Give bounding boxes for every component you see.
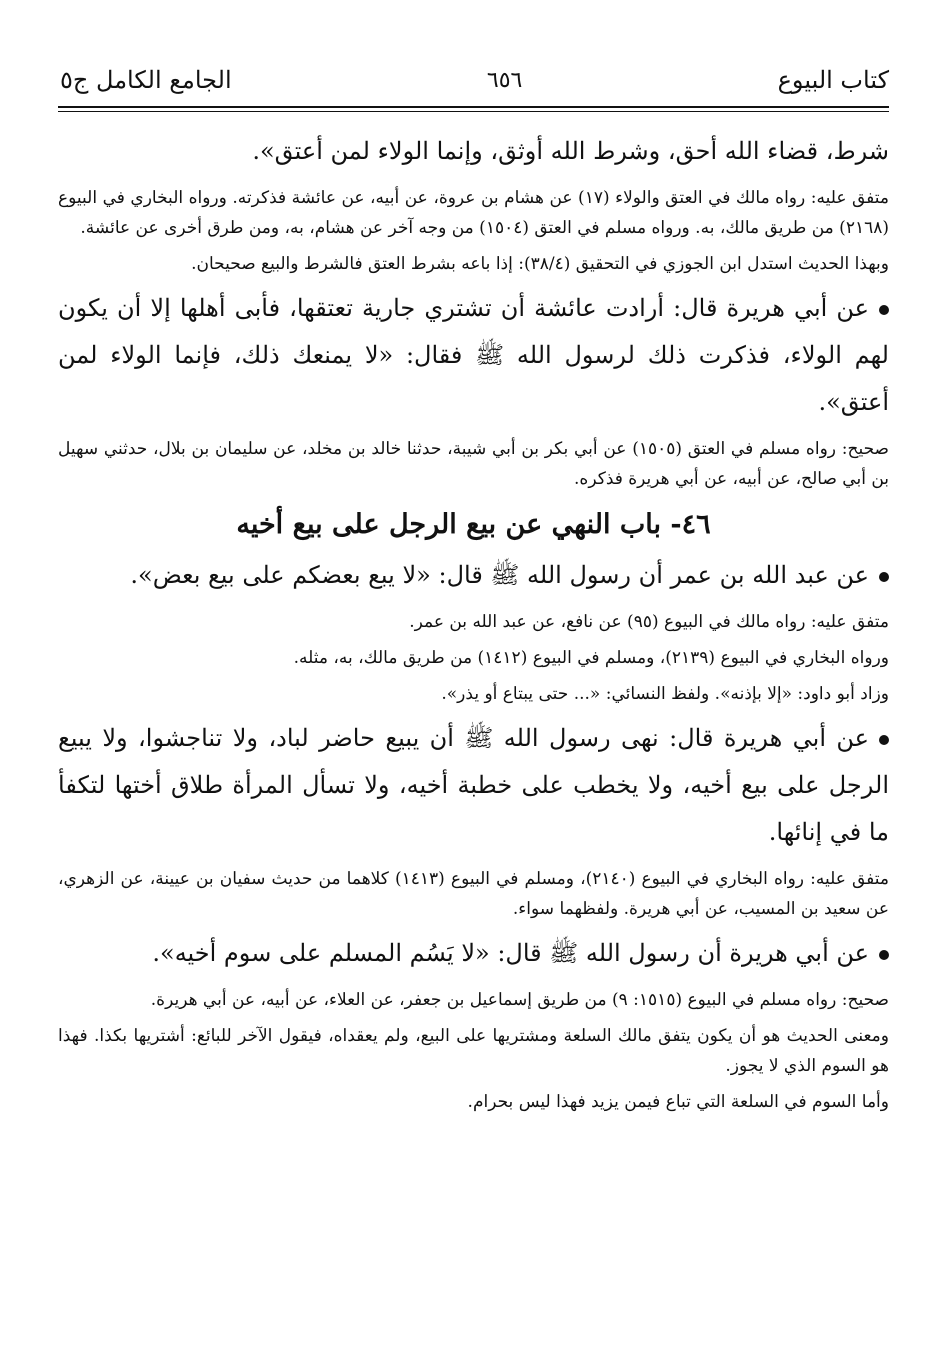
page-number: ٦٥٦ bbox=[486, 67, 523, 93]
chapter-title: ٤٦- باب النهي عن بيع الرجل على بيع أخيه bbox=[236, 509, 711, 540]
takhrij-note: صحيح: رواه مسلم في البيوع (١٥١٥: ٩) من طريق إسماعيل بن جعفر، عن العلاء، عن أبيه، عن أبي هريرة. bbox=[150, 990, 889, 1010]
commentary-note: وبهذا الحديث استدل ابن الجوزي في التحقيق (٣٨/٤): إذا باعه بشرط العتق فالشرط والبيع صحيحان. bbox=[191, 254, 889, 274]
bullet-icon bbox=[879, 950, 889, 960]
hadith-text-continued: شرط، قضاء الله أحق، وشرط الله أوثق، وإنما الولاء لمن أعتق». bbox=[252, 137, 889, 165]
hadith-text: عن عبد الله بن عمر أن رسول الله ﷺ قال: «لا يبع بعضكم على بيع بعض». bbox=[58, 552, 889, 599]
running-header bbox=[60, 60, 889, 100]
hadith-text: عن أبي هريرة قال: نهى رسول الله ﷺ أن يبيع حاضر لباد، ولا تناجشوا، ولا يبيع الرجل على بيع أخيه، ولا يخطب على خطبة أخيه، ولا تسأل المرأة طلاق أختها لتكفأ ما في إنائها. bbox=[58, 724, 889, 846]
takhrij-note: وزاد أبو داود: «إلا بإذنه». ولفظ النسائي: «... حتى يبتاع أو يذر». bbox=[441, 684, 889, 704]
bullet-icon bbox=[879, 572, 889, 582]
commentary-note: وأما السوم في السلعة التي تباع فيمن يزيد فهذا ليس بحرام. bbox=[467, 1092, 889, 1112]
header-rule-thin bbox=[58, 111, 889, 112]
hadith-text: عن أبي هريرة أن رسول الله ﷺ قال: «لا يَسُم المسلم على سوم أخيه». bbox=[58, 930, 889, 977]
takhrij-note: متفق عليه: رواه مالك في العتق والولاء (١٧) عن هشام بن عروة، عن أبيه، عن عائشة فذكرته. ورواه البخاري في البيوع (٢١٦٨) من طريق مالك، به. ورواه مسلم في العتق (١٥٠٤) من وجه آخر عن هشام، به، ومن طرق أخرى عن عائشة. bbox=[58, 188, 889, 238]
bullet-icon bbox=[879, 305, 889, 315]
takhrij-note: متفق عليه: رواه البخاري في البيوع (٢١٤٠)، ومسلم في البيوع (١٤١٣) كلاهما من حديث سفيان بن عيينة، عن الزهري، عن سعيد بن المسيب، عن أبي هريرة. ولفظهما سواء. bbox=[58, 869, 889, 919]
book-section-title: كتاب البيوع bbox=[777, 66, 889, 94]
book-volume-title: الجامع الكامل ج٥ bbox=[60, 66, 232, 94]
bullet-icon bbox=[879, 735, 889, 745]
takhrij-note: صحيح: رواه مسلم في العتق (١٥٠٥) عن أبي بكر بن أبي شيبة، حدثنا خالد بن مخلد، عن سليمان بن بلال، حدثني سهيل بن أبي صالح، عن أبيه، عن أبي هريرة فذكره. bbox=[58, 439, 889, 489]
takhrij-note: ورواه البخاري في البيوع (٢١٣٩)، ومسلم في البيوع (١٤١٢) من طريق مالك، به، مثله. bbox=[293, 648, 889, 668]
commentary-note: ومعنى الحديث هو أن يكون يتفق مالك السلعة ومشتريها على البيع، ولم يعقداه، فيقول الآخر للبائع: أشتريها بكذا. فهذا هو السوم الذي لا يجوز. bbox=[58, 1026, 889, 1076]
header-rule-thick bbox=[58, 106, 889, 108]
hadith-text: عن أبي هريرة قال: أرادت عائشة أن تشتري جارية تعتقها، فأبى أهلها إلا أن يكون لهم الولاء، فذكرت ذلك لرسول الله ﷺ فقال: «لا يمنعك ذلك، فإنما الولاء لمن أعتق». bbox=[58, 294, 889, 416]
takhrij-note: متفق عليه: رواه مالك في البيوع (٩٥) عن نافع، عن عبد الله بن عمر. bbox=[409, 612, 889, 632]
page-body bbox=[58, 128, 889, 1123]
